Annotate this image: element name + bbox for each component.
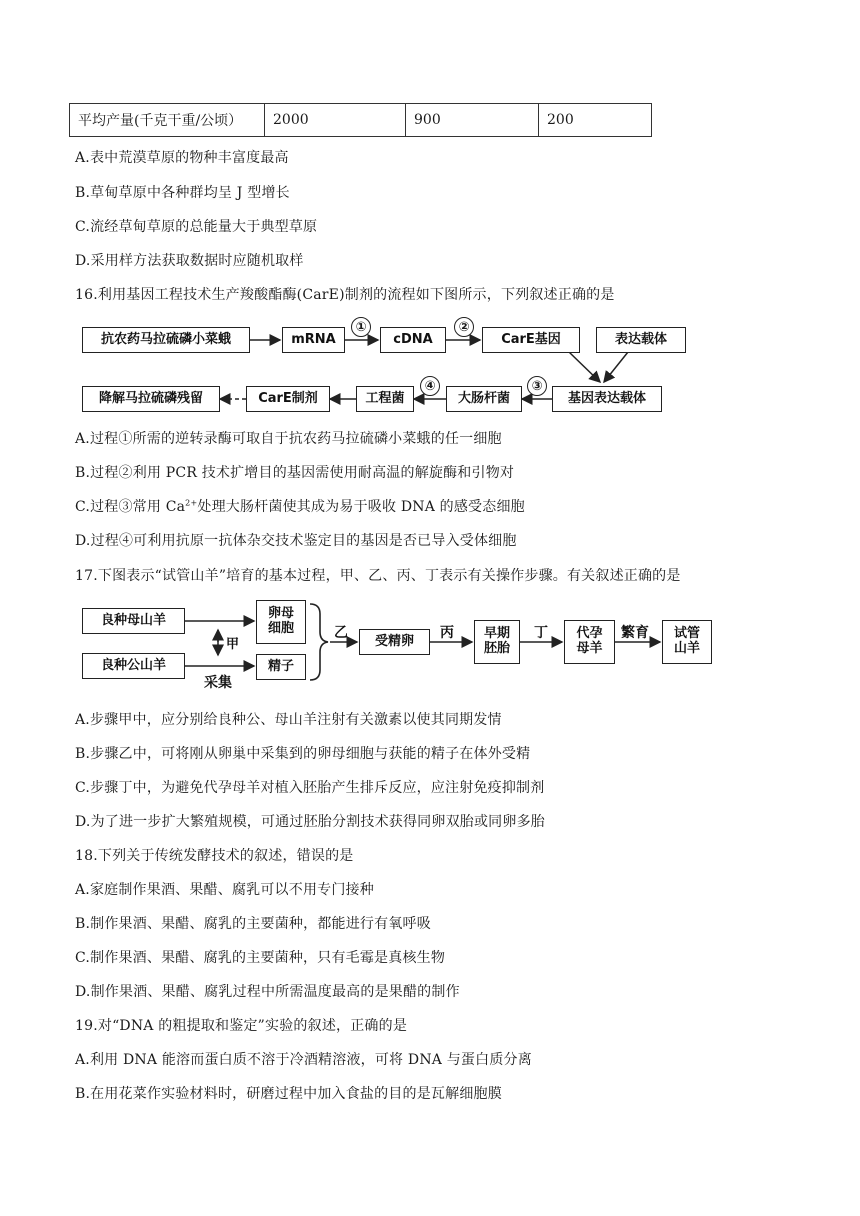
q18-option-d: D.制作果酒、果醋、腐乳过程中所需温度最高的是果醋的制作 bbox=[75, 984, 460, 1000]
q15-option-b: B.草甸草原中各种群均呈 J 型增长 bbox=[75, 185, 290, 201]
cell-value: 900 bbox=[406, 104, 539, 137]
q19-option-a: A.利用 DNA 能溶而蛋白质不溶于冷酒精溶液，可将 DNA 与蛋白质分离 bbox=[75, 1052, 532, 1068]
q16-option-c-superscript: 2+ bbox=[185, 498, 198, 508]
label-step-yi: 乙 bbox=[334, 625, 348, 641]
q16-option-b: B.过程②利用 PCR 技术扩增目的基因需使用耐高温的解旋酶和引物对 bbox=[75, 465, 515, 481]
box-vector: 表达载体 bbox=[596, 327, 686, 353]
q18-option-a: A.家庭制作果酒、果醋、腐乳可以不用专门接种 bbox=[75, 882, 374, 898]
box-degrade-residue: 降解马拉硫磷残留 bbox=[82, 386, 220, 412]
q19-option-b: B.在用花菜作实验材料时，研磨过程中加入食盐的目的是瓦解细胞膜 bbox=[75, 1086, 502, 1102]
box-cdna: cDNA bbox=[380, 327, 446, 353]
step-2-marker: ② bbox=[454, 317, 474, 337]
q16-option-a: A.过程①所需的逆转录酶可取自于抗农药马拉硫磷小菜蛾的任一细胞 bbox=[75, 431, 502, 447]
row-label: 平均产量(千克干重/公顷） bbox=[70, 104, 265, 137]
q18-option-b: B.制作果酒、果醋、腐乳的主要菌种，都能进行有氧呼吸 bbox=[75, 916, 431, 932]
box-mrna: mRNA bbox=[282, 327, 345, 353]
box-engineered-bacteria: 工程菌 bbox=[356, 386, 414, 412]
cell-value: 200 bbox=[539, 104, 652, 137]
q16-stem: 16.利用基因工程技术生产羧酸酯酶(CarE)制剂的流程如下图所示，下列叙述正确的是 bbox=[75, 287, 615, 303]
q17-stem: 17.下图表示“试管山羊”培育的基本过程，甲、乙、丙、丁表示有关操作步骤。有关叙述正确的是 bbox=[75, 568, 681, 584]
q15-option-c: C.流经草甸草原的总能量大于典型草原 bbox=[75, 219, 318, 235]
label-step-ding: 丁 bbox=[534, 625, 548, 641]
step-4-marker: ④ bbox=[420, 376, 440, 396]
box-expression-vector: 基因表达载体 bbox=[552, 386, 662, 412]
box-care-preparation: CarE制剂 bbox=[246, 386, 330, 412]
box-test-tube-goat: 试管山羊 bbox=[662, 620, 712, 664]
label-step-bing: 丙 bbox=[440, 625, 454, 641]
box-male-goat: 良种公山羊 bbox=[82, 653, 185, 679]
q18-option-c: C.制作果酒、果醋、腐乳的主要菌种，只有毛霉是真核生物 bbox=[75, 950, 446, 966]
label-step-jia: 甲 bbox=[226, 637, 240, 652]
q17-option-b: B.步骤乙中，可将刚从卵巢中采集到的卵母细胞与获能的精子在体外受精 bbox=[75, 746, 531, 762]
label-collect: 采集 bbox=[204, 675, 232, 691]
q16-option-c-start: C.过程③常用 Ca bbox=[75, 499, 186, 515]
box-female-goat: 良种母山羊 bbox=[82, 608, 185, 634]
step-1-marker: ① bbox=[351, 317, 371, 337]
q18-stem: 18.下列关于传统发酵技术的叙述，错误的是 bbox=[75, 848, 354, 864]
box-oocyte: 卵母细胞 bbox=[256, 600, 306, 644]
box-care-gene: CarE基因 bbox=[482, 327, 580, 353]
box-early-embryo: 早期胚胎 bbox=[474, 620, 520, 664]
q15-option-d: D.采用样方法获取数据时应随机取样 bbox=[75, 253, 304, 269]
box-zygote: 受精卵 bbox=[359, 629, 430, 655]
box-ecoli: 大肠杆菌 bbox=[446, 386, 522, 412]
q16-option-c-rest: 处理大肠杆菌使其成为易于吸收 DNA 的感受态细胞 bbox=[197, 499, 525, 515]
step-3-marker: ③ bbox=[527, 376, 547, 396]
box-source-moth: 抗农药马拉硫磷小菜蛾 bbox=[82, 327, 250, 353]
box-surrogate-goat: 代孕母羊 bbox=[564, 620, 615, 664]
q17-option-c: C.步骤丁中，为避免代孕母羊对植入胚胎产生排斥反应，应注射免疫抑制剂 bbox=[75, 780, 545, 796]
q17-option-a: A.步骤甲中，应分别给良种公、母山羊注射有关激素以使其同期发情 bbox=[75, 712, 502, 728]
q15-option-a: A.表中荒漠草原的物种丰富度最高 bbox=[75, 150, 289, 166]
cell-value: 2000 bbox=[265, 104, 406, 137]
box-sperm: 精子 bbox=[256, 654, 306, 680]
q19-stem: 19.对“DNA 的粗提取和鉴定”实验的叙述，正确的是 bbox=[75, 1018, 408, 1034]
q17-option-d: D.为了进一步扩大繁殖规模，可通过胚胎分割技术获得同卵双胎或同卵多胎 bbox=[75, 814, 545, 830]
q16-option-d: D.过程④可利用抗原一抗体杂交技术鉴定目的基因是否已导入受体细胞 bbox=[75, 533, 517, 549]
q16-option-c bbox=[75, 496, 525, 516]
label-breed: 繁育 bbox=[621, 625, 649, 641]
